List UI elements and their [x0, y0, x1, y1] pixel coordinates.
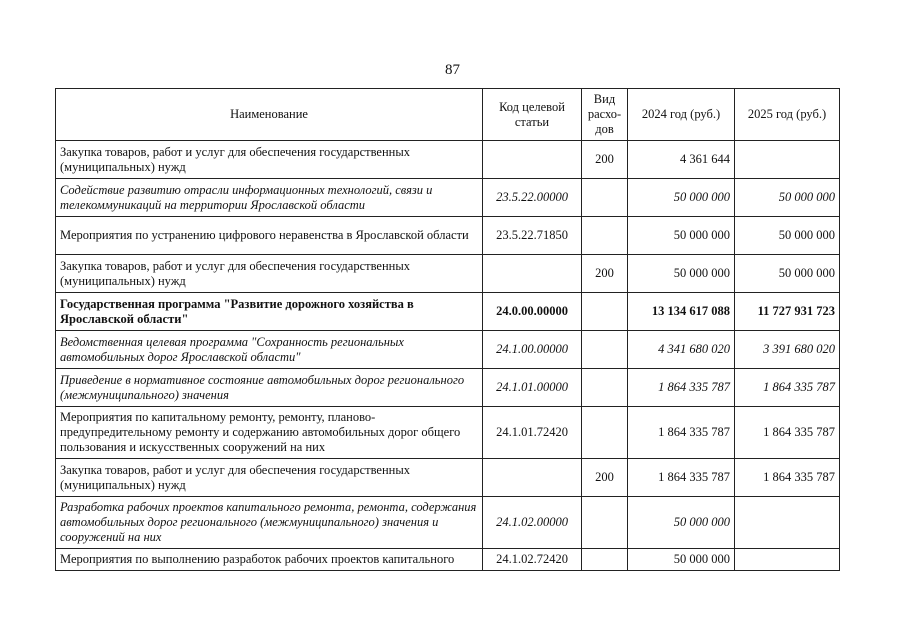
row-expense-type: 200 — [582, 255, 628, 293]
row-name: Мероприятия по выполнению разработок рабочих проектов капитального — [56, 549, 483, 571]
row-code: 24.1.00.00000 — [483, 331, 582, 369]
table-row — [56, 141, 840, 179]
row-name: Содействие развитию отрасли информационных технологий, связи и телекоммуникаций на территории Ярославской области — [56, 179, 483, 217]
page-number: 87 — [445, 62, 460, 78]
row-code: 24.0.00.00000 — [483, 293, 582, 331]
row-amount-2024: 4 361 644 — [628, 141, 735, 179]
table-row — [56, 407, 840, 459]
row-expense-type — [582, 407, 628, 459]
row-amount-2024: 50 000 000 — [628, 497, 735, 549]
row-expense-type: 200 — [582, 459, 628, 497]
table-header-row — [56, 89, 840, 141]
header-code: Код целевой статьи — [483, 89, 582, 141]
row-code: 23.5.22.71850 — [483, 217, 582, 255]
table-row — [56, 179, 840, 217]
row-code — [483, 255, 582, 293]
header-year-2025: 2025 год (руб.) — [735, 89, 840, 141]
row-expense-type — [582, 497, 628, 549]
row-amount-2025: 50 000 000 — [735, 217, 840, 255]
table-row — [56, 549, 840, 571]
row-amount-2024: 1 864 335 787 — [628, 369, 735, 407]
row-amount-2024: 1 864 335 787 — [628, 459, 735, 497]
row-code: 24.1.01.00000 — [483, 369, 582, 407]
row-expense-type — [582, 331, 628, 369]
row-code — [483, 459, 582, 497]
row-expense-type — [582, 549, 628, 571]
table-row — [56, 255, 840, 293]
row-name: Закупка товаров, работ и услуг для обеспечения государственных (муниципальных) нужд — [56, 141, 483, 179]
row-name: Государственная программа "Развитие дорожного хозяйства в Ярославской области" — [56, 293, 483, 331]
row-expense-type — [582, 217, 628, 255]
row-amount-2025: 1 864 335 787 — [735, 369, 840, 407]
row-expense-type — [582, 369, 628, 407]
table-body — [56, 141, 840, 571]
row-amount-2025: 1 864 335 787 — [735, 459, 840, 497]
row-amount-2025 — [735, 497, 840, 549]
row-name: Мероприятия по устранению цифрового неравенства в Ярославской области — [56, 217, 483, 255]
row-name: Закупка товаров, работ и услуг для обеспечения государственных (муниципальных) нужд — [56, 255, 483, 293]
header-name: Наименование — [56, 89, 483, 141]
header-expense-type: Вид расхо-дов — [582, 89, 628, 141]
row-code: 24.1.01.72420 — [483, 407, 582, 459]
row-expense-type: 200 — [582, 141, 628, 179]
row-amount-2025: 3 391 680 020 — [735, 331, 840, 369]
row-code: 23.5.22.00000 — [483, 179, 582, 217]
row-name: Приведение в нормативное состояние автомобильных дорог регионального (межмуниципального) значения — [56, 369, 483, 407]
table-row — [56, 459, 840, 497]
row-name: Закупка товаров, работ и услуг для обеспечения государственных (муниципальных) нужд — [56, 459, 483, 497]
row-amount-2025: 50 000 000 — [735, 255, 840, 293]
row-amount-2024: 50 000 000 — [628, 255, 735, 293]
row-code: 24.1.02.72420 — [483, 549, 582, 571]
row-amount-2025 — [735, 141, 840, 179]
table-row — [56, 217, 840, 255]
row-amount-2024: 13 134 617 088 — [628, 293, 735, 331]
budget-table — [55, 88, 840, 571]
row-amount-2024: 50 000 000 — [628, 179, 735, 217]
row-amount-2025: 50 000 000 — [735, 179, 840, 217]
header-year-2024: 2024 год (руб.) — [628, 89, 735, 141]
row-expense-type — [582, 293, 628, 331]
row-amount-2025 — [735, 549, 840, 571]
row-amount-2024: 50 000 000 — [628, 549, 735, 571]
row-name: Разработка рабочих проектов капитального ремонта, ремонта, содержания автомобильных дорог регионального (межмуниципального) значения и сооружений на них — [56, 497, 483, 549]
table-row — [56, 369, 840, 407]
row-expense-type — [582, 179, 628, 217]
table-row — [56, 497, 840, 549]
table-row — [56, 293, 840, 331]
table-row — [56, 331, 840, 369]
row-amount-2025: 1 864 335 787 — [735, 407, 840, 459]
row-amount-2024: 50 000 000 — [628, 217, 735, 255]
row-amount-2024: 4 341 680 020 — [628, 331, 735, 369]
row-code — [483, 141, 582, 179]
row-name: Ведомственная целевая программа "Сохранность региональных автомобильных дорог Ярославской области" — [56, 331, 483, 369]
row-amount-2025: 11 727 931 723 — [735, 293, 840, 331]
row-code: 24.1.02.00000 — [483, 497, 582, 549]
row-name: Мероприятия по капитальному ремонту, ремонту, планово-предупредительному ремонту и содержанию автомобильных дорог общего пользования и искусственных сооружений на них — [56, 407, 483, 459]
row-amount-2024: 1 864 335 787 — [628, 407, 735, 459]
